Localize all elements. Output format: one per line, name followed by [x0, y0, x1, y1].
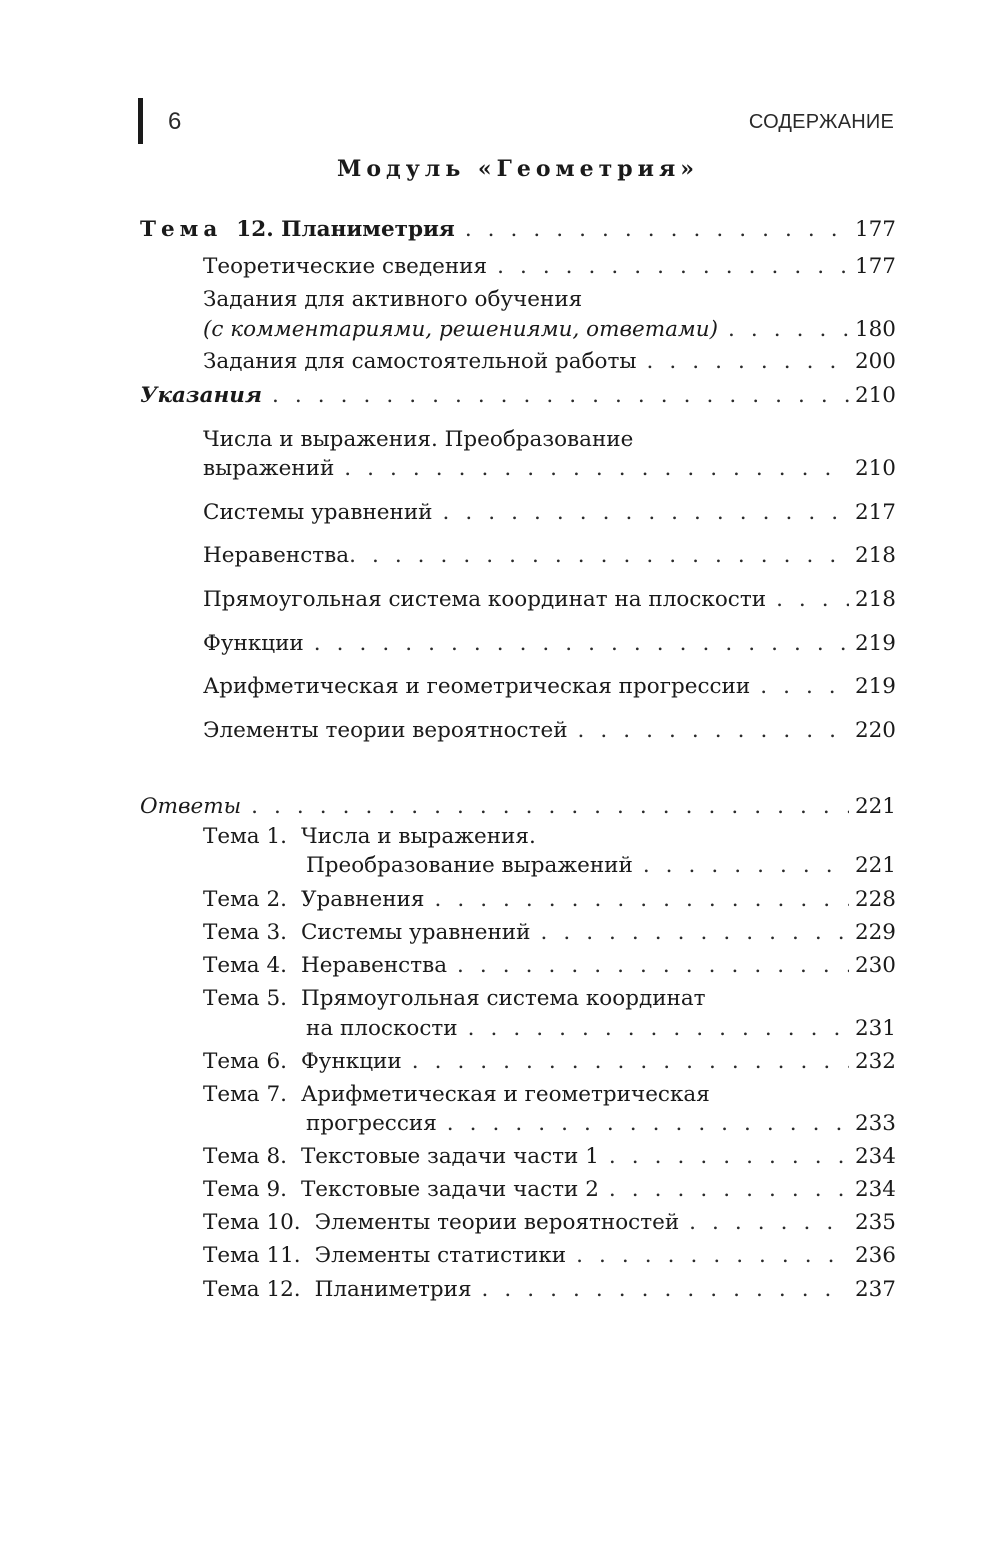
- toc-entry-title: Элементы статистики: [314, 1243, 567, 1268]
- dot-leader: [728, 314, 849, 346]
- toc-entry-title: Числа и выражения.: [300, 824, 536, 849]
- toc-page: 220: [854, 718, 896, 743]
- toc-entry-title: Текстовые задачи части 1: [300, 1144, 599, 1169]
- toc-entry-title: Неравенства: [203, 543, 350, 568]
- dot-leader: [412, 1046, 849, 1078]
- toc-entry-prefix: Тема 3.: [203, 920, 287, 945]
- toc-page: 221: [854, 853, 896, 878]
- module-title: Модуль «Геометрия»: [337, 156, 699, 182]
- toc-entry-title: Уравнения: [300, 887, 425, 912]
- toc-entry-prefix: Тема 11.: [203, 1243, 301, 1268]
- toc-hints-title: Указания: [140, 383, 262, 408]
- toc-entry[interactable]: [203, 884, 896, 916]
- toc-entry-title: Системы уравнений: [203, 500, 433, 525]
- toc-hints-heading[interactable]: [140, 380, 896, 412]
- toc-entry-prefix: Тема 10.: [203, 1210, 301, 1235]
- toc-entry-line1[interactable]: [203, 424, 896, 456]
- toc-page: 180: [854, 317, 896, 342]
- dot-leader: [540, 917, 849, 949]
- toc-page: 234: [854, 1144, 896, 1169]
- page-margin-bar: [138, 98, 143, 144]
- toc-entry-prefix: Тема 2.: [203, 887, 287, 912]
- toc-page: 177: [854, 217, 896, 242]
- toc-entry-title: Неравенства: [300, 953, 448, 978]
- page-number: 6: [168, 108, 182, 135]
- toc-entry[interactable]: [203, 628, 896, 660]
- toc-topic-12[interactable]: [140, 214, 896, 246]
- toc-entry-line1[interactable]: [203, 821, 896, 853]
- dot-leader: [251, 791, 849, 823]
- toc-page: 218: [854, 543, 896, 568]
- toc-page: 210: [854, 383, 896, 408]
- toc-entry-title: Теоретические сведения: [203, 254, 488, 279]
- toc-entry[interactable]: [203, 540, 896, 572]
- dot-leader: [776, 584, 849, 616]
- dot-leader: [272, 380, 849, 412]
- toc-entry-title: Прямоугольная система координат на плоскости: [203, 587, 767, 612]
- toc-entry-title: Задания для активного обучения: [203, 287, 583, 312]
- toc-entry-prefix: Тема 1.: [203, 824, 287, 849]
- dot-leader: [349, 540, 849, 572]
- toc-entry-title: Текстовые задачи части 2: [300, 1177, 599, 1202]
- toc-entry-title: выражений: [203, 456, 335, 481]
- toc-entry-line1[interactable]: [203, 983, 896, 1015]
- toc-entry-title: Системы уравнений: [300, 920, 531, 945]
- toc-entry-title: Числа и выражения. Преобразование: [203, 427, 634, 452]
- dot-leader: [468, 1013, 849, 1045]
- toc-page: 219: [854, 631, 896, 656]
- dot-leader: [457, 950, 849, 982]
- toc-entry-title: Преобразование выражений: [306, 853, 633, 878]
- toc-page: 237: [854, 1277, 896, 1302]
- toc-page: 231: [854, 1016, 896, 1041]
- toc-topic-12-prefix: Тема: [140, 217, 223, 242]
- toc-entry-title: (с комментариями, решениями, ответами): [203, 317, 718, 342]
- toc-entry[interactable]: [203, 453, 896, 485]
- toc-page: 221: [854, 794, 896, 819]
- toc-page: 228: [854, 887, 896, 912]
- toc-entry-prefix: Тема 9.: [203, 1177, 287, 1202]
- toc-entry-prefix: Тема 4.: [203, 953, 287, 978]
- toc-page: 219: [854, 674, 896, 699]
- dot-leader: [344, 453, 849, 485]
- toc-entry-title: Задания для самостоятельной работы: [203, 349, 637, 374]
- toc-entry[interactable]: [203, 1240, 896, 1272]
- toc-entry[interactable]: [203, 1141, 896, 1173]
- toc-entry[interactable]: [203, 1046, 896, 1078]
- toc-entry-prefix: Тема 6.: [203, 1049, 287, 1074]
- toc-entry-line1[interactable]: [203, 1079, 896, 1111]
- dot-leader: [447, 1108, 849, 1140]
- dot-leader: [760, 671, 849, 703]
- toc-entry[interactable]: [203, 584, 896, 616]
- dot-leader: [482, 1274, 849, 1306]
- toc-topic-12-title: 12. Планиметрия: [236, 217, 455, 242]
- toc-entry[interactable]: [306, 850, 896, 882]
- toc-page: 200: [854, 349, 896, 374]
- toc-page: 217: [854, 500, 896, 525]
- toc-entry-title: Арифметическая и геометрическая: [300, 1082, 710, 1107]
- toc-entry[interactable]: [203, 715, 896, 747]
- toc-entry[interactable]: [203, 671, 896, 703]
- toc-page: 229: [854, 920, 896, 945]
- toc-entry-title: Арифметическая и геометрическая прогрессии: [203, 674, 751, 699]
- toc-entry[interactable]: [203, 314, 896, 346]
- toc-entry[interactable]: [306, 1108, 896, 1140]
- dot-leader: [647, 346, 849, 378]
- running-head: СОДЕРЖАНИЕ: [748, 111, 894, 133]
- dot-leader: [576, 1240, 849, 1272]
- toc-entry[interactable]: [203, 346, 896, 378]
- toc-entry[interactable]: [203, 917, 896, 949]
- toc-page: 234: [854, 1177, 896, 1202]
- toc-entry-title: Функции: [203, 631, 304, 656]
- toc-entry-title: Функции: [300, 1049, 402, 1074]
- toc-entry[interactable]: [203, 1274, 896, 1306]
- toc-entry[interactable]: [306, 1013, 896, 1045]
- toc-entry[interactable]: [203, 251, 896, 283]
- toc-entry-prefix: Тема 7.: [203, 1082, 287, 1107]
- dot-leader: [443, 497, 849, 529]
- toc-page: 177: [854, 254, 896, 279]
- toc-page: 230: [854, 953, 896, 978]
- toc-page: 235: [854, 1210, 896, 1235]
- dot-leader: [314, 628, 849, 660]
- toc-entry-prefix: Тема 5.: [203, 986, 287, 1011]
- dot-leader: [497, 251, 849, 283]
- toc-entry[interactable]: [203, 1207, 896, 1239]
- dot-leader: [578, 715, 849, 747]
- toc-entry-title: Планиметрия: [314, 1277, 472, 1302]
- toc-entry-title: Элементы теории вероятностей: [314, 1210, 680, 1235]
- toc-entry[interactable]: [203, 950, 896, 982]
- dot-leader: [609, 1174, 849, 1206]
- dot-leader: [609, 1141, 849, 1173]
- toc-entry-title: на плоскости: [306, 1016, 458, 1041]
- toc-entry-prefix: Тема 8.: [203, 1144, 287, 1169]
- toc-answers-heading[interactable]: [140, 791, 896, 823]
- toc-entry-line1[interactable]: [203, 284, 896, 316]
- toc-entry[interactable]: [203, 1174, 896, 1206]
- toc-answers-title: Ответы: [140, 794, 242, 819]
- dot-leader: [643, 850, 849, 882]
- dot-leader: [689, 1207, 849, 1239]
- toc-entry[interactable]: [203, 497, 896, 529]
- dot-leader: [465, 214, 849, 246]
- toc-page: 210: [854, 456, 896, 481]
- toc-page: 236: [854, 1243, 896, 1268]
- toc-entry-title: прогрессия: [306, 1111, 437, 1136]
- toc-entry-title: Элементы теории вероятностей: [203, 718, 568, 743]
- dot-leader: [434, 884, 849, 916]
- toc-page: 232: [854, 1049, 896, 1074]
- toc-page: 233: [854, 1111, 896, 1136]
- toc-entry-title: Прямоугольная система координат: [300, 986, 706, 1011]
- toc-entry-prefix: Тема 12.: [203, 1277, 301, 1302]
- toc-page: 218: [854, 587, 896, 612]
